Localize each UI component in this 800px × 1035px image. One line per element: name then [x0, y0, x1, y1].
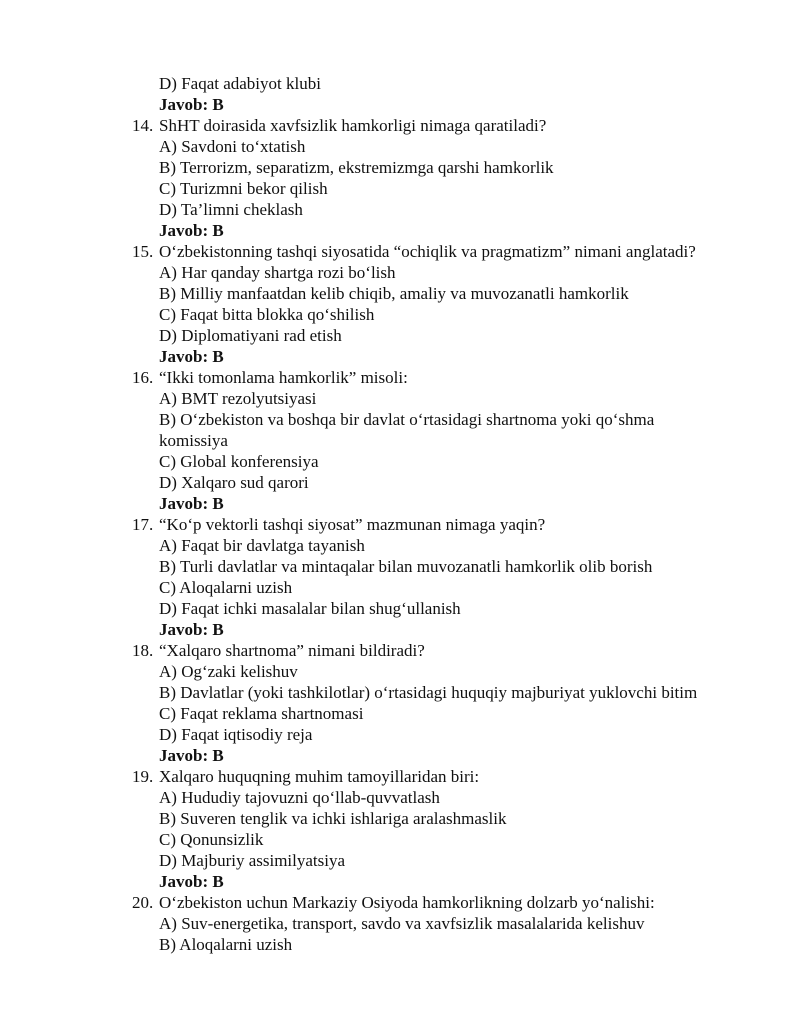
question-line [0, 367, 800, 388]
option-line: B) Turli davlatlar va mintaqalar bilan muvozanatli hamkorlik olib borish [159, 557, 653, 576]
question-number: 20. [132, 893, 154, 912]
question-text: O‘zbekiston uchun Markaziy Osiyoda hamkorlikning dolzarb yo‘nalishi: [159, 893, 655, 912]
option-line: B) O‘zbekiston va boshqa bir davlat o‘rtasidagi shartnoma yoki qo‘shma [159, 410, 655, 429]
question-number: 14. [132, 116, 154, 135]
question-number: 17. [132, 515, 154, 534]
document-page [0, 73, 800, 955]
option-line: A) Suv-energetika, transport, savdo va xavfsizlik masalalarida kelishuv [159, 914, 645, 933]
option-line: C) Faqat bitta blokka qo‘shilish [159, 305, 375, 324]
question-text: O‘zbekistonning tashqi siyosatida “ochiqlik va pragmatizm” nimani anglatadi? [159, 242, 696, 261]
option-line: C) Faqat reklama shartnomasi [159, 704, 364, 723]
option-line: A) BMT rezolyutsiyasi [159, 389, 317, 408]
question-line [0, 115, 800, 136]
question-line [0, 640, 800, 661]
answer-line: Javob: B [159, 746, 224, 765]
option-line: D) Faqat iqtisodiy reja [159, 725, 313, 744]
option-line: D) Diplomatiyani rad etish [159, 326, 342, 345]
option-line: A) Faqat bir davlatga tayanish [159, 536, 365, 555]
option-line: B) Milliy manfaatdan kelib chiqib, amaliy va muvozanatli hamkorlik [159, 284, 629, 303]
answer-line: Javob: B [159, 95, 224, 114]
option-line: D) Ta’limni cheklash [159, 200, 303, 219]
option-line: A) Savdoni to‘xtatish [159, 137, 306, 156]
answer-line: Javob: B [159, 620, 224, 639]
answer-line: Javob: B [159, 872, 224, 891]
question-text: Xalqaro huquqning muhim tamoyillaridan biri: [159, 767, 480, 786]
question-number: 15. [132, 242, 154, 261]
question-number: 16. [132, 368, 154, 387]
option-line: D) Faqat adabiyot klubi [159, 74, 321, 93]
option-line: C) Turizmni bekor qilish [159, 179, 328, 198]
option-line: C) Global konferensiya [159, 452, 319, 471]
question-line [0, 514, 800, 535]
option-line: B) Terrorizm, separatizm, ekstremizmga qarshi hamkorlik [159, 158, 554, 177]
question-number: 19. [132, 767, 154, 786]
option-line: C) Qonunsizlik [159, 830, 264, 849]
question-number: 18. [132, 641, 154, 660]
answer-line: Javob: B [159, 221, 224, 240]
question-line [0, 766, 800, 787]
option-line: B) Davlatlar (yoki tashkilotlar) o‘rtasidagi huquqiy majburiyat yuklovchi bitim [159, 683, 698, 702]
option-line: A) Og‘zaki kelishuv [159, 662, 298, 681]
question-line [0, 241, 800, 262]
option-line: D) Xalqaro sud qarori [159, 473, 309, 492]
option-line: D) Faqat ichki masalalar bilan shug‘ullanish [159, 599, 461, 618]
question-text: “Ikki tomonlama hamkorlik” misoli: [159, 368, 408, 387]
answer-line: Javob: B [159, 347, 224, 366]
question-text: “Ko‘p vektorli tashqi siyosat” mazmunan nimaga yaqin? [159, 515, 546, 534]
answer-line: Javob: B [159, 494, 224, 513]
option-line: C) Aloqalarni uzish [159, 578, 293, 597]
option-line: D) Majburiy assimilyatsiya [159, 851, 346, 870]
option-line: A) Hududiy tajovuzni qo‘llab-quvvatlash [159, 788, 440, 807]
question-text: “Xalqaro shartnoma” nimani bildiradi? [159, 641, 425, 660]
option-line: B) Aloqalarni uzish [159, 935, 293, 954]
question-line [0, 892, 800, 913]
option-line: A) Har qanday shartga rozi bo‘lish [159, 263, 396, 282]
option-line: B) Suveren tenglik va ichki ishlariga aralashmaslik [159, 809, 507, 828]
option-line: komissiya [159, 431, 228, 450]
question-text: ShHT doirasida xavfsizlik hamkorligi nimaga qaratiladi? [159, 116, 547, 135]
